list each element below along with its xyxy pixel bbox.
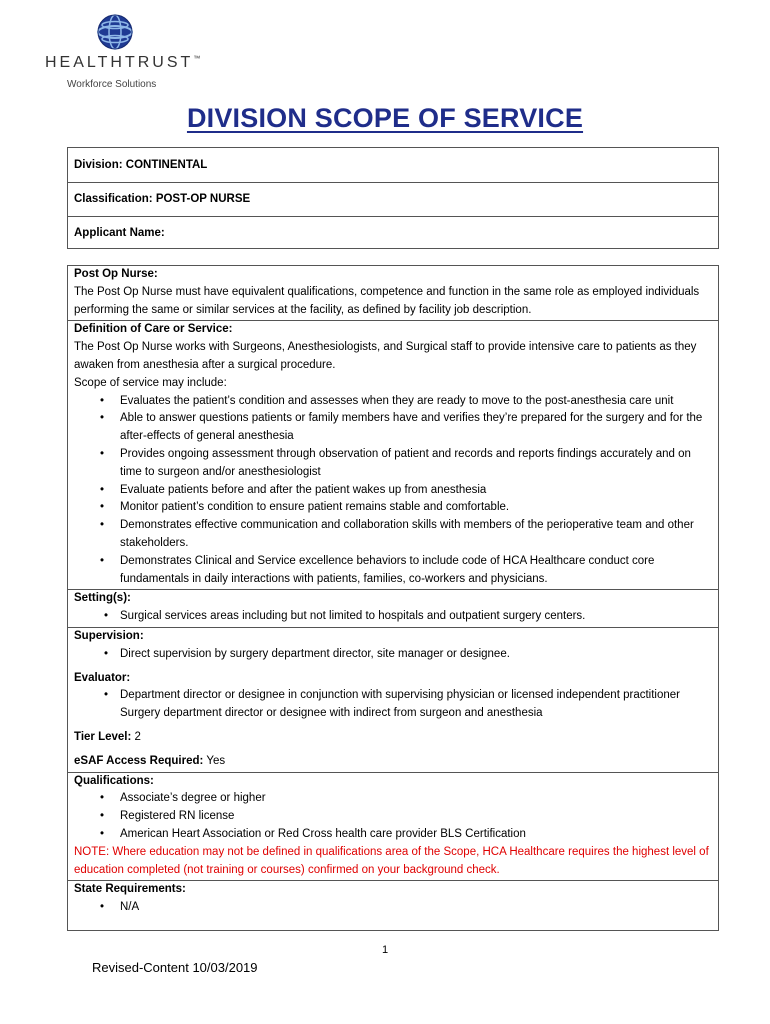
page-number: 1 [381,944,389,956]
definition-text: The Post Op Nurse works with Surgeons, Anesthesiologists, and Surgical staff to provide intensive care to patients as they awaken from anesthesia after a surgical procedure. [74,341,697,371]
list-item: • Demonstrates Clinical and Service excellence behaviors to include code of HCA Healthcare conduct core fundamentals in daily interactions with patients, families, co-workers and physicians. [74,553,712,589]
header-info-table [67,147,719,249]
division-row: Division: CONTINENTAL [68,148,718,183]
post-op-heading: Post Op Nurse: [74,268,158,280]
list-item: • Monitor patient’s condition to ensure patient remains stable and comfortable. [74,499,712,517]
post-op-section [68,266,718,321]
scope-table [67,265,719,931]
list-item: • Registered RN license [74,808,712,826]
esaf-access: eSAF Access Required: Yes [74,754,226,767]
post-op-text: The Post Op Nurse must have equivalent qualifications, competence and function in the same role as employed individuals performing the same or similar services at the facility, as defined by facility job description. [74,285,700,316]
state-heading: State Requirements: [74,883,186,896]
list-item: • Surgical services areas including but not limited to hospitals and outpatient surgery centers. [74,608,712,626]
list-item: • Evaluate patients before and after the patient wakes up from anesthesia [74,482,712,500]
company-logo [45,14,205,94]
logo-subtitle: Workforce Solutions [67,79,157,90]
settings-list [74,608,712,626]
state-list [74,899,712,917]
classification-row: Classification: POST-OP NURSE [68,182,718,217]
logo-wordmark: HEALTHTRUST™ [45,54,201,71]
list-item: • Able to answer questions patients or family members have and verifies they’re prepared for the surgery and for the after-effects of general anesthesia [74,410,712,446]
list-item: • N/A [74,899,712,917]
list-item: • Department director or designee in conjunction with supervising physician or licensed independent practitioner Surgery department director or designee with indirect from surgeon and anesthesia [74,687,712,723]
revised-date: Revised-Content 10/03/2019 [92,960,258,975]
list-item: • American Heart Association or Red Cross health care provider BLS Certification [74,826,712,844]
globe-icon [97,14,133,50]
education-note: NOTE: Where education may not be defined in qualifications area of the Scope, HCA Healthcare requires the highest level of education completed (not training or courses) confirmed on your background check. [74,845,709,876]
supervision-section [68,628,718,773]
qualifications-section [68,773,718,882]
supervision-list [74,646,712,664]
definition-section [68,321,718,590]
document-title: DIVISION SCOPE OF SERVICE [186,103,584,133]
definition-heading: Definition of Care or Service: [74,323,233,336]
settings-heading: Setting(s): [74,592,131,605]
list-item: • Associate’s degree or higher [74,790,712,808]
qualifications-heading: Qualifications: [74,774,154,787]
tier-level: Tier Level: 2 [74,730,141,743]
list-item: • Direct supervision by surgery department director, site manager or designee. [74,646,712,664]
list-item: • Provides ongoing assessment through observation of patient and records and reports findings accurately and on time to surgeon and/or anesthesiologist [74,446,712,482]
evaluator-heading: Evaluator: [74,671,131,684]
settings-section [68,590,718,628]
evaluator-list [74,687,712,723]
list-item: • Demonstrates effective communication and collaboration skills with members of the perioperative team and other stakeholders. [74,517,712,553]
applicant-name-row: Applicant Name: [74,227,165,239]
state-requirements-section [68,881,718,918]
scope-intro: Scope of service may include: [74,376,227,389]
scope-list [74,393,712,589]
qualifications-list [74,790,712,843]
list-item: • Evaluates the patient’s condition and assesses when they are ready to move to the post-anesthesia care unit [74,393,712,411]
supervision-heading: Supervision: [74,629,144,642]
